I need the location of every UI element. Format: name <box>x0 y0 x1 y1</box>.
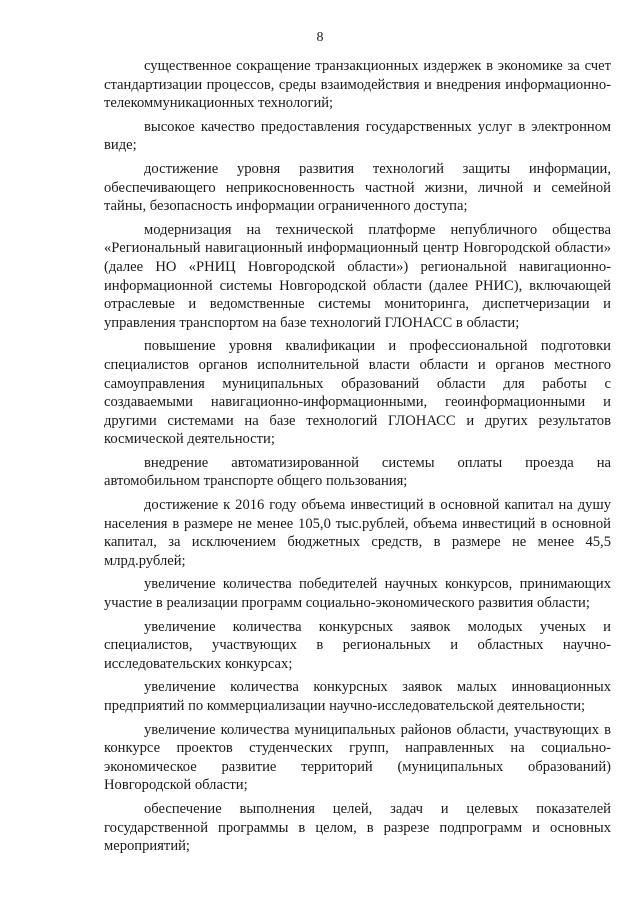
paragraph: внедрение автоматизированной системы оплаты проезда на автомобильном транспорте общего пользования; <box>104 454 611 490</box>
paragraph: увеличение количества муниципальных районов области, участвующих в конкурсе проектов студенческих групп, направленных на социально-экономическое развитие территорий (муниципальных образований) Новгородской области; <box>104 721 611 794</box>
paragraph: обеспечение выполнения целей, задач и целевых показателей государственной программы в целом, в разрезе подпрограмм и основных мероприятий; <box>104 800 611 855</box>
paragraph: достижение к 2016 году объема инвестиций в основной капитал на душу населения в размере не менее 105,0 тыс.рублей, объема инвестиций в основной капитал, за исключением бюджетных средств, в размере не менее 45,5 млрд.рублей; <box>104 497 611 569</box>
paragraph: увеличение количества конкурсных заявок малых инновационных предприятий по коммерциализации научно-исследовательской деятельности; <box>104 679 611 714</box>
paragraph: повышение уровня квалификации и профессиональной подготовки специалистов органов исполнительной власти области и органов местного самоуправления муниципальных образований области для работы с создаваемыми навигационно-информационными, геоинформационными и другими системами на базе технологий ГЛОНАСС и других результатов космической деятельности; <box>104 338 611 448</box>
paragraph: увеличение количества конкурсных заявок молодых ученых и специалистов, участвующих в региональных и областных научно-исследовательских конкурсах; <box>104 618 611 672</box>
paragraph: модернизация на технической платформе непубличного общества «Региональный навигационный информационный центр Новгородской области» (далее НО «РНИЦ Новгородской области») региональной навигационно-информационной системы Новгородской области (далее РНИС), включающей отраслевые и ведомственные системы мониторинга, диспетчеризации и управления транспортом на базе технологий ГЛОНАСС в области; <box>104 221 611 331</box>
paragraph: существенное сокращение транзакционных издержек в экономике за счет стандартизации процессов, среды взаимодействия и внедрения информационно-телекоммуникационных технологий; <box>104 58 611 112</box>
document-body <box>104 57 611 861</box>
paragraph: увеличение количества победителей научных конкурсов, принимающих участие в реализации программ социально-экономического развития области; <box>104 576 611 612</box>
paragraph: высокое качество предоставления государственных услуг в электронном виде; <box>104 118 611 154</box>
paragraph: достижение уровня развития технологий защиты информации, обеспечивающего неприкосновенность частной жизни, личной и семейной тайны, безопасность информации ограниченного доступа; <box>104 160 611 215</box>
page-number: 8 <box>316 30 324 45</box>
